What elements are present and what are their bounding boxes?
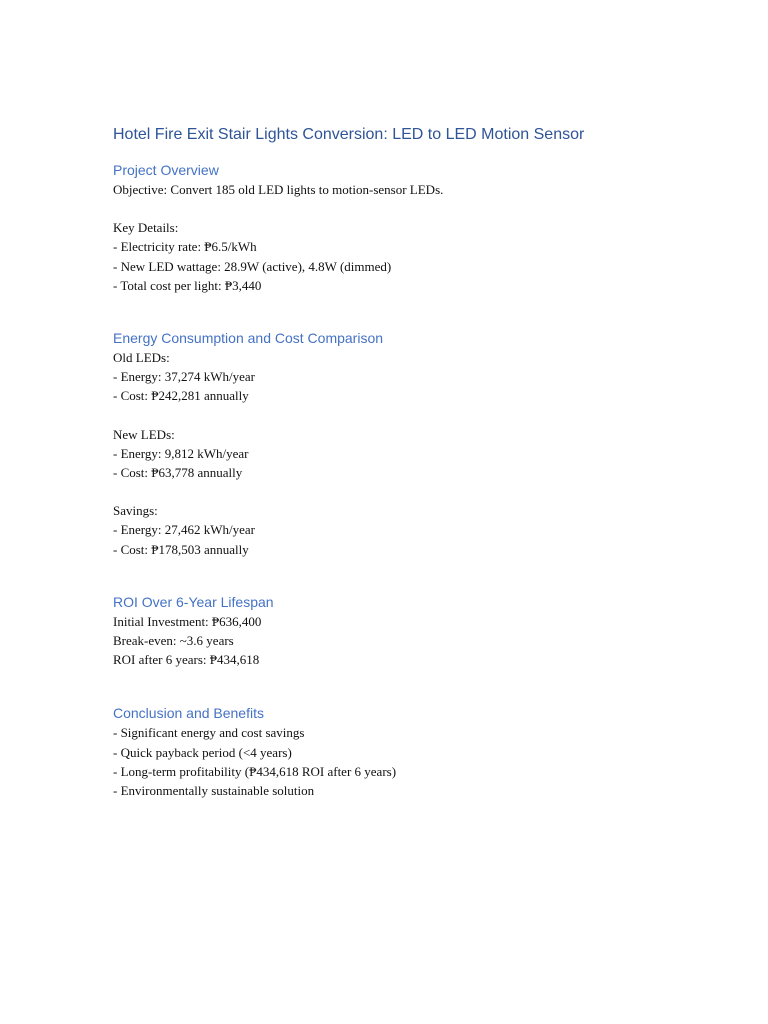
roi-item: Break-even: ~3.6 years xyxy=(113,633,234,649)
section-project-overview xyxy=(113,160,713,295)
old-leds-item: - Cost: ₱242,281 annually xyxy=(113,388,249,404)
section-heading-comparison: Energy Consumption and Cost Comparison xyxy=(113,330,384,347)
section-heading-roi: ROI Over 6-Year Lifespan xyxy=(113,593,274,610)
savings-label: Savings: xyxy=(113,503,158,519)
key-detail-item: - Total cost per light: ₱3,440 xyxy=(113,277,262,293)
roi-item: ROI after 6 years: ₱434,618 xyxy=(113,652,260,668)
conclusion-item: - Significant energy and cost savings xyxy=(113,725,305,741)
key-details-label: Key Details: xyxy=(113,220,179,236)
section-spacer xyxy=(113,669,713,703)
objective-text: Objective: Convert 185 old LED lights to motion-sensor LEDs. xyxy=(113,182,444,197)
new-leds-item: - Cost: ₱63,778 annually xyxy=(113,465,243,481)
roi-item: Initial Investment: ₱636,400 xyxy=(113,613,262,629)
key-detail-item: - New LED wattage: 28.9W (active), 4.8W (dimmed) xyxy=(113,258,392,274)
document-content xyxy=(113,124,713,800)
document-title: Hotel Fire Exit Stair Lights Conversion: LED to LED Motion Sensor xyxy=(113,126,585,143)
section-energy-comparison xyxy=(113,328,713,559)
spacer xyxy=(113,482,713,501)
section-heading-overview: Project Overview xyxy=(113,162,219,178)
new-leds-label: New LEDs: xyxy=(113,426,175,442)
section-roi xyxy=(113,592,713,670)
old-leds-item: - Energy: 37,274 kWh/year xyxy=(113,369,255,385)
spacer xyxy=(113,199,713,218)
section-spacer xyxy=(113,559,713,592)
section-heading-conclusion: Conclusion and Benefits xyxy=(113,705,264,722)
new-leds-item: - Energy: 9,812 kWh/year xyxy=(113,445,249,461)
savings-item: - Cost: ₱178,503 annually xyxy=(113,541,249,557)
savings-item: - Energy: 27,462 kWh/year xyxy=(113,522,255,538)
spacer xyxy=(113,406,713,425)
conclusion-item: - Environmentally sustainable solution xyxy=(113,783,315,799)
old-leds-label: Old LEDs: xyxy=(113,350,170,366)
conclusion-item: - Quick payback period (<4 years) xyxy=(113,744,292,760)
section-conclusion xyxy=(113,703,713,800)
section-spacer xyxy=(113,295,713,328)
conclusion-item: - Long-term profitability (₱434,618 ROI after 6 years) xyxy=(113,763,397,779)
key-detail-item: - Electricity rate: ₱6.5/kWh xyxy=(113,239,257,255)
